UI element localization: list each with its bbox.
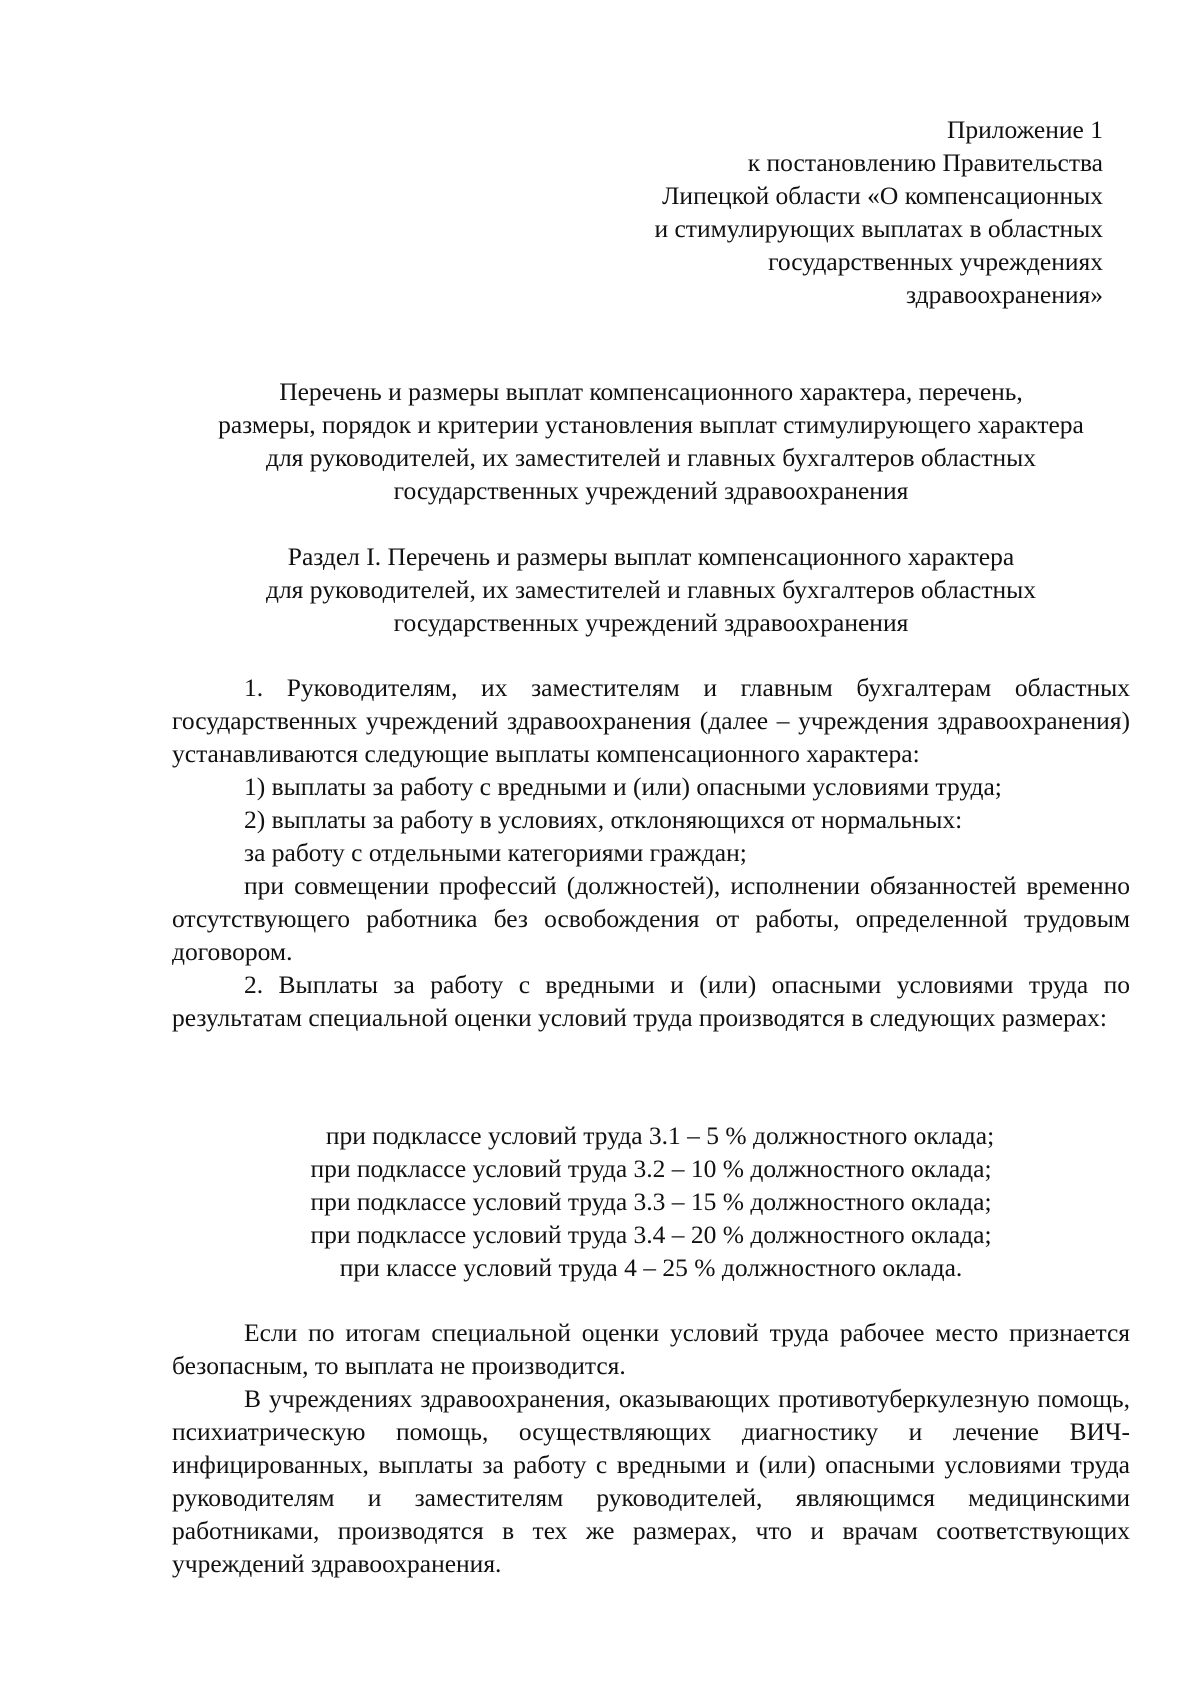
rate-line: при подклассе условий труда 3.2 – 10 % должностного оклада; xyxy=(310,1154,992,1183)
appendix-header xyxy=(543,113,1103,311)
paragraph-2: 2. Выплаты за работу с вредными и (или) опасными условиями труда по результатам специальной оценки условий труда производятся в следующих размерах: xyxy=(172,970,1130,1032)
section-line: для руководителей, их заместителей и главных бухгалтеров областных xyxy=(265,575,1036,604)
list-item-2: 2) выплаты за работу в условиях, отклоняющихся от нормальных: xyxy=(244,805,963,834)
appendix-line: государственных учреждениях xyxy=(768,247,1103,276)
title-line: Перечень и размеры выплат компенсационного характера, перечень, xyxy=(279,377,1023,406)
list-subitem-2a: за работу с отдельными категориями граждан; xyxy=(244,838,747,867)
appendix-line: здравоохранения» xyxy=(906,280,1103,309)
rate-line: при подклассе условий труда 3.4 – 20 % должностного оклада; xyxy=(310,1220,992,1249)
document-title xyxy=(172,375,1130,507)
rates-list xyxy=(172,1119,1130,1284)
rate-line: при классе условий труда 4 – 25 % должностного оклада. xyxy=(339,1253,963,1282)
rate-line: при подклассе условий труда 3.1 – 5 % должностного оклада; xyxy=(325,1121,995,1150)
paragraph-4: В учреждениях здравоохранения, оказывающих противотуберкулезную помощь, психиатрическую помощь, осуществляющих диагностику и лечение ВИЧ-инфицированных, выплаты за работу с вредными и (или) опасными условиями труда руководителям и заместителям руководителей, являющимся медицинскими работниками, производятся в тех же размерах, что и врачам соответствующих учреждений здравоохранения. xyxy=(172,1384,1130,1578)
appendix-line: к постановлению Правительства xyxy=(747,148,1103,177)
list-item-1: 1) выплаты за работу с вредными и (или) опасными условиями труда; xyxy=(244,772,1002,801)
appendix-line: Приложение 1 xyxy=(947,115,1103,144)
title-line: для руководителей, их заместителей и главных бухгалтеров областных xyxy=(265,443,1036,472)
rate-line: при подклассе условий труда 3.3 – 15 % должностного оклада; xyxy=(310,1187,992,1216)
title-line: размеры, порядок и критерии установления выплат стимулирующего характера xyxy=(218,410,1084,439)
list-subitem-2b: при совмещении профессий (должностей), исполнении обязанностей временно отсутствующего работника без освобождения от работы, определенной трудовым договором. xyxy=(172,871,1130,966)
section-body-part-1 xyxy=(172,671,1130,1034)
title-line: государственных учреждений здравоохранения xyxy=(393,476,909,505)
paragraph-3: Если по итогам специальной оценки условий труда рабочее место признается безопасным, то выплата не производится. xyxy=(172,1318,1130,1380)
appendix-line: и стимулирующих выплатах в областных xyxy=(654,214,1103,243)
section-line: Раздел I. Перечень и размеры выплат компенсационного характера xyxy=(287,542,1015,571)
paragraph-1: 1. Руководителям, их заместителям и главным бухгалтерам областных государственных учреждений здравоохранения (далее – учреждения здравоохранения) устанавливаются следующие выплаты компенсационного характера: xyxy=(172,673,1130,768)
section-heading xyxy=(172,540,1130,639)
appendix-line: Липецкой области «О компенсационных xyxy=(662,181,1103,210)
section-line: государственных учреждений здравоохранения xyxy=(393,608,909,637)
section-body-part-2 xyxy=(172,1316,1130,1580)
